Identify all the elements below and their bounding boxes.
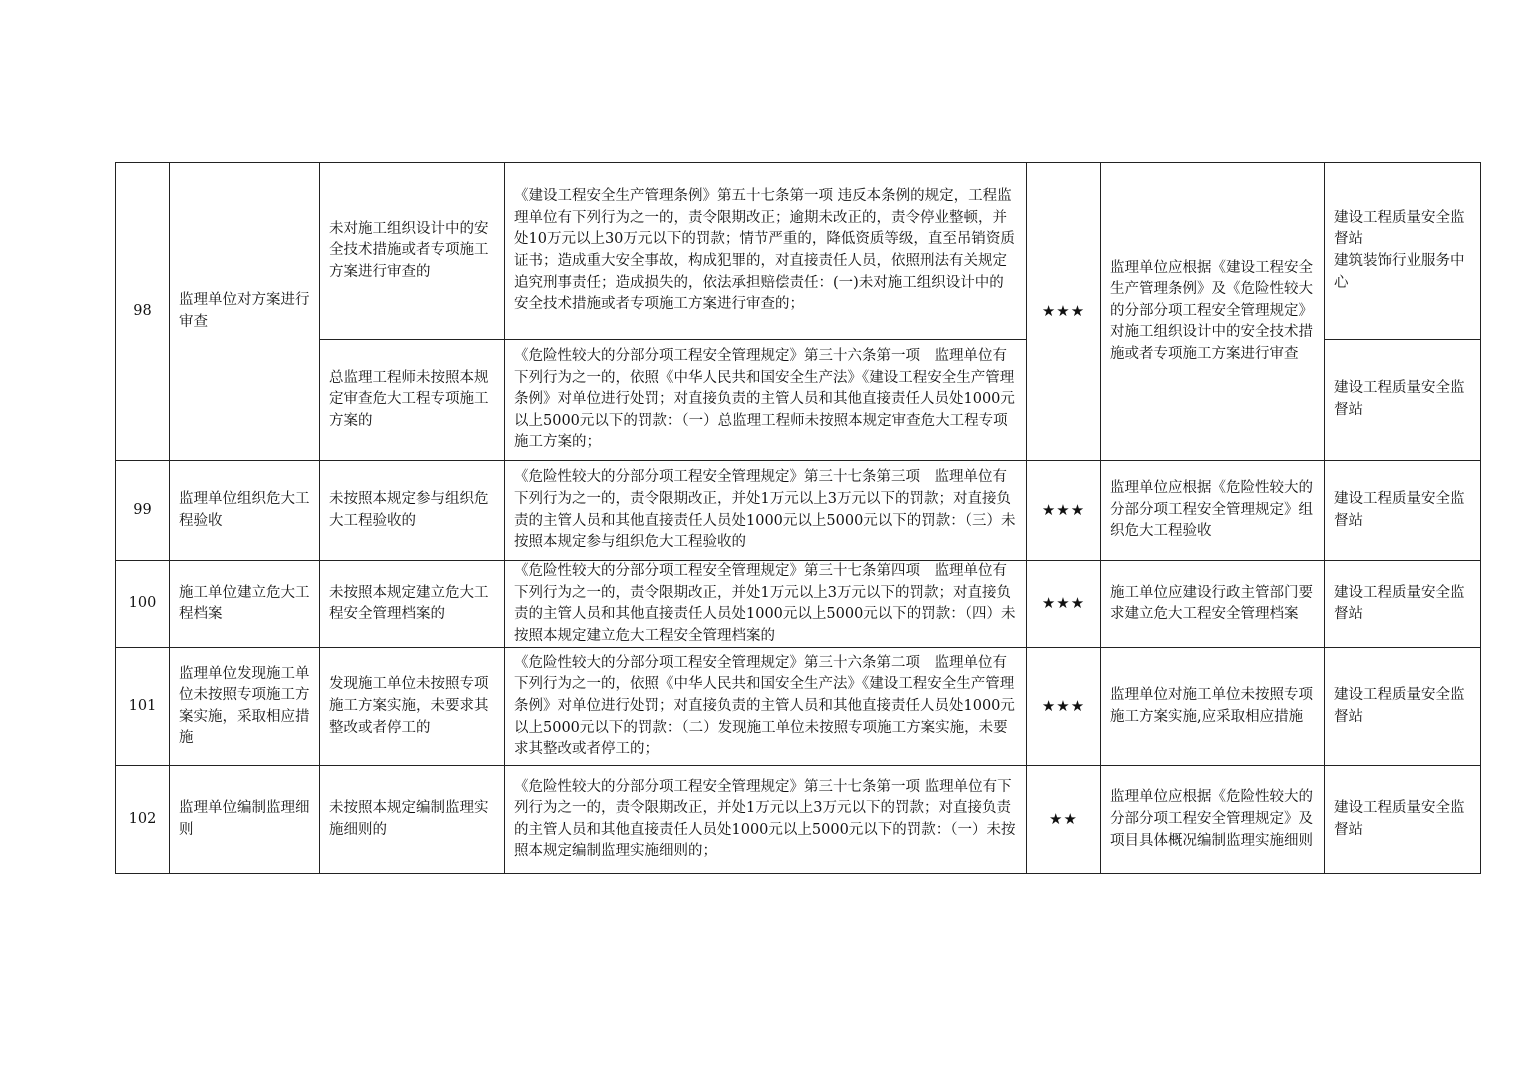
regulation-table-page: [115, 162, 1480, 874]
table-row: [116, 163, 1481, 340]
authority-cell: 建设工程质量安全监督站: [1325, 461, 1481, 561]
violation-cell: 未按照本规定参与组织危大工程验收的: [320, 461, 505, 561]
authority-cell: 建设工程质量安全监督站: [1325, 648, 1481, 766]
violation-cell: 总监理工程师未按照本规定审查危大工程专项施工方案的: [320, 340, 505, 461]
authority-cell: 建设工程质量安全监督站: [1325, 561, 1481, 648]
table-row: [116, 766, 1481, 874]
requirement-cell: 监理单位应根据《危险性较大的分部分项工程安全管理规定》组织危大工程验收: [1101, 461, 1325, 561]
requirement-cell: 监理单位应根据《危险性较大的分部分项工程安全管理规定》及项目具体概况编制监理实施细则: [1101, 766, 1325, 874]
violation-cell: 发现施工单位未按照专项施工方案实施，未要求其整改或者停工的: [320, 648, 505, 766]
row-number: 99: [116, 461, 170, 561]
requirement-cell: 施工单位应建设行政主管部门要求建立危大工程安全管理档案: [1101, 561, 1325, 648]
star-rating: ★★★: [1027, 163, 1101, 461]
star-rating: ★★★: [1027, 561, 1101, 648]
star-rating: ★★: [1027, 766, 1101, 874]
check-item: 监理单位编制监理细则: [170, 766, 320, 874]
star-rating: ★★★: [1027, 648, 1101, 766]
star-rating: ★★★: [1027, 461, 1101, 561]
authority-cell: 建设工程质量安全监督站: [1325, 766, 1481, 874]
authority-cell: 建设工程质量安全监督站 建筑装饰行业服务中心: [1325, 163, 1481, 340]
check-item: 施工单位建立危大工程档案: [170, 561, 320, 648]
check-item: 监理单位对方案进行审查: [170, 163, 320, 461]
legal-basis-cell: 《危险性较大的分部分项工程安全管理规定》第三十六条第二项 监理单位有下列行为之一的，依照《中华人民共和国安全生产法》《建设工程安全生产管理条例》对单位进行处罚；对直接负责的主管人员和其他直接责任人员处1000元以上5000元以下的罚款：（二）发现施工单位未按照专项施工方案实施，未要求其整改或者停工的；: [505, 648, 1027, 766]
table-row: [116, 561, 1481, 648]
legal-basis-cell: 《危险性较大的分部分项工程安全管理规定》第三十七条第四项 监理单位有下列行为之一的，责令限期改正，并处1万元以上3万元以下的罚款；对直接负责的主管人员和其他直接责任人员处1000元以上5000元以下的罚款：（四）未按照本规定建立危大工程安全管理档案的: [505, 561, 1027, 648]
legal-basis-cell: 《危险性较大的分部分项工程安全管理规定》第三十六条第一项 监理单位有下列行为之一的，依照《中华人民共和国安全生产法》《建设工程安全生产管理条例》对单位进行处罚；对直接负责的主管人员和其他直接责任人员处1000元以上5000元以下的罚款：（一）总监理工程师未按照本规定审查危大工程专项施工方案的；: [505, 340, 1027, 461]
authority-cell: 建设工程质量安全监督站: [1325, 340, 1481, 461]
legal-basis-cell: 《建设工程安全生产管理条例》第五十七条第一项 违反本条例的规定，工程监理单位有下列行为之一的，责令限期改正；逾期未改正的，责令停业整顿，并处10万元以上30万元以下的罚款；情节严重的，降低资质等级，直至吊销资质证书；造成重大安全事故，构成犯罪的，对直接责任人员，依照刑法有关规定追究刑事责任；造成损失的，依法承担赔偿责任：(一)未对施工组织设计中的安全技术措施或者专项施工方案进行审查的；: [505, 163, 1027, 340]
check-item: 监理单位发现施工单位未按照专项施工方案实施，采取相应措施: [170, 648, 320, 766]
check-item: 监理单位组织危大工程验收: [170, 461, 320, 561]
legal-basis-cell: 《危险性较大的分部分项工程安全管理规定》第三十七条第三项 监理单位有下列行为之一的，责令限期改正，并处1万元以上3万元以下的罚款；对直接负责的主管人员和其他直接责任人员处1000元以上5000元以下的罚款：（三）未按照本规定参与组织危大工程验收的: [505, 461, 1027, 561]
violation-cell: 未对施工组织设计中的安全技术措施或者专项施工方案进行审查的: [320, 163, 505, 340]
row-number: 98: [116, 163, 170, 461]
table-row: [116, 461, 1481, 561]
row-number: 102: [116, 766, 170, 874]
violation-cell: 未按照本规定编制监理实施细则的: [320, 766, 505, 874]
row-number: 100: [116, 561, 170, 648]
violation-cell: 未按照本规定建立危大工程安全管理档案的: [320, 561, 505, 648]
legal-basis-cell: 《危险性较大的分部分项工程安全管理规定》第三十七条第一项 监理单位有下列行为之一的，责令限期改正，并处1万元以上3万元以下的罚款；对直接负责的主管人员和其他直接责任人员处1000元以上5000元以下的罚款：（一）未按照本规定编制监理实施细则的；: [505, 766, 1027, 874]
requirement-cell: 监理单位应根据《建设工程安全生产管理条例》及《危险性较大的分部分项工程安全管理规定》对施工组织设计中的安全技术措施或者专项施工方案进行审查: [1101, 163, 1325, 461]
requirement-cell: 监理单位对施工单位未按照专项施工方案实施,应采取相应措施: [1101, 648, 1325, 766]
table-row: [116, 648, 1481, 766]
regulation-table: [115, 162, 1481, 874]
row-number: 101: [116, 648, 170, 766]
